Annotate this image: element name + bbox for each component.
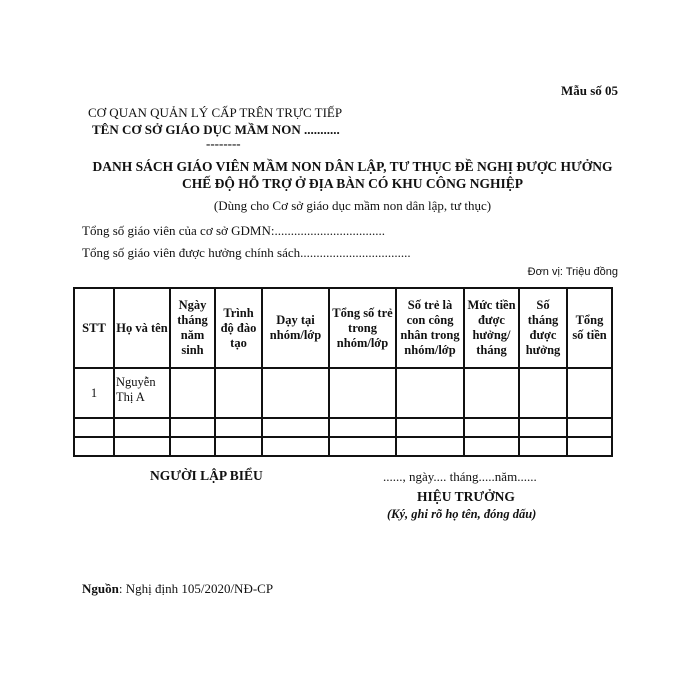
eligible-teachers-field: Tổng số giáo viên được hưởng chính sách..................................	[82, 245, 411, 260]
cell-date-of-birth[interactable]	[170, 368, 215, 418]
preparer-label: NGƯỜI LẬP BIỂU	[150, 468, 263, 483]
cell-education-level[interactable]	[215, 437, 262, 456]
agency-line-2: TÊN CƠ SỞ GIÁO DỤC MẦM NON ...........	[92, 122, 340, 137]
document-title	[75, 158, 630, 192]
table-row	[74, 418, 612, 437]
date-line: ......, ngày.... tháng.....năm......	[383, 469, 537, 484]
total-teachers-field: Tổng số giáo viên của cơ sở GDMN:..................................	[82, 223, 385, 238]
cell-education-level[interactable]	[215, 368, 262, 418]
cell-class[interactable]	[262, 437, 329, 456]
document-subtitle: (Dùng cho Cơ sở giáo dục mầm non dân lập, tư thục)	[213, 198, 492, 213]
cell-total-children[interactable]	[329, 368, 396, 418]
cell-stt[interactable]	[74, 437, 114, 456]
cell-total-amount[interactable]	[567, 418, 612, 437]
header-months: Số tháng được hưởng	[519, 288, 567, 368]
cell-total-amount[interactable]	[567, 368, 612, 418]
cell-class[interactable]	[262, 418, 329, 437]
agency-header	[88, 104, 342, 150]
cell-worker-children[interactable]	[396, 368, 464, 418]
title-line-1: DANH SÁCH GIÁO VIÊN MẦM NON DÂN LẬP, TƯ THỤC ĐỀ NGHỊ ĐƯỢC HƯỞNG	[92, 159, 613, 174]
cell-monthly-amount[interactable]	[464, 418, 519, 437]
cell-full-name[interactable]	[114, 418, 170, 437]
source-text: : Nghị định 105/2020/NĐ-CP	[118, 581, 274, 596]
cell-worker-children[interactable]	[396, 437, 464, 456]
cell-total-amount[interactable]	[567, 437, 612, 456]
cell-class[interactable]	[262, 368, 329, 418]
header-total-amount: Tổng số tiền	[567, 288, 612, 368]
header-class: Dạy tại nhóm/lớp	[262, 288, 329, 368]
header-full-name: Họ và tên	[114, 288, 170, 368]
form-number: Mẫu số 05	[560, 83, 618, 98]
cell-stt[interactable]: 1	[74, 368, 114, 418]
cell-total-children[interactable]	[329, 418, 396, 437]
cell-monthly-amount[interactable]	[464, 437, 519, 456]
header-date-of-birth: Ngày tháng năm sinh	[170, 288, 215, 368]
cell-full-name[interactable]: Nguyễn Thị A	[114, 368, 170, 418]
cell-date-of-birth[interactable]	[170, 418, 215, 437]
table-row	[74, 437, 612, 456]
cell-date-of-birth[interactable]	[170, 437, 215, 456]
source-label: Nguồn	[82, 581, 119, 596]
agency-line-1: CƠ QUAN QUẢN LÝ CẤP TRÊN TRỰC TIẾP	[88, 105, 343, 120]
header-total-children: Tổng số trẻ trong nhóm/lớp	[329, 288, 396, 368]
cell-monthly-amount[interactable]	[464, 368, 519, 418]
header-education-level: Trình độ đào tạo	[215, 288, 262, 368]
table-header-row	[74, 288, 612, 368]
header-worker-children: Số trẻ là con công nhân trong nhóm/lớp	[396, 288, 464, 368]
cell-stt[interactable]	[74, 418, 114, 437]
cell-full-name[interactable]	[114, 437, 170, 456]
signature-note: (Ký, ghi rõ họ tên, đóng dấu)	[387, 507, 537, 521]
cell-worker-children[interactable]	[396, 418, 464, 437]
teacher-table	[73, 287, 613, 457]
cell-months[interactable]	[519, 418, 567, 437]
header-separator: --------	[206, 136, 241, 151]
header-monthly-amount: Mức tiền được hưởng/ tháng	[464, 288, 519, 368]
title-line-2: CHẾ ĐỘ HỖ TRỢ Ở ĐỊA BÀN CÓ KHU CÔNG NGHIỆP	[181, 176, 524, 191]
source-line	[82, 581, 273, 597]
cell-total-children[interactable]	[329, 437, 396, 456]
principal-label: HIỆU TRƯỞNG	[417, 489, 515, 504]
cell-months[interactable]	[519, 437, 567, 456]
table-row	[74, 368, 612, 418]
header-stt: STT	[74, 288, 114, 368]
cell-education-level[interactable]	[215, 418, 262, 437]
currency-unit: Đơn vị: Triệu đồng	[527, 266, 618, 278]
cell-months[interactable]	[519, 368, 567, 418]
